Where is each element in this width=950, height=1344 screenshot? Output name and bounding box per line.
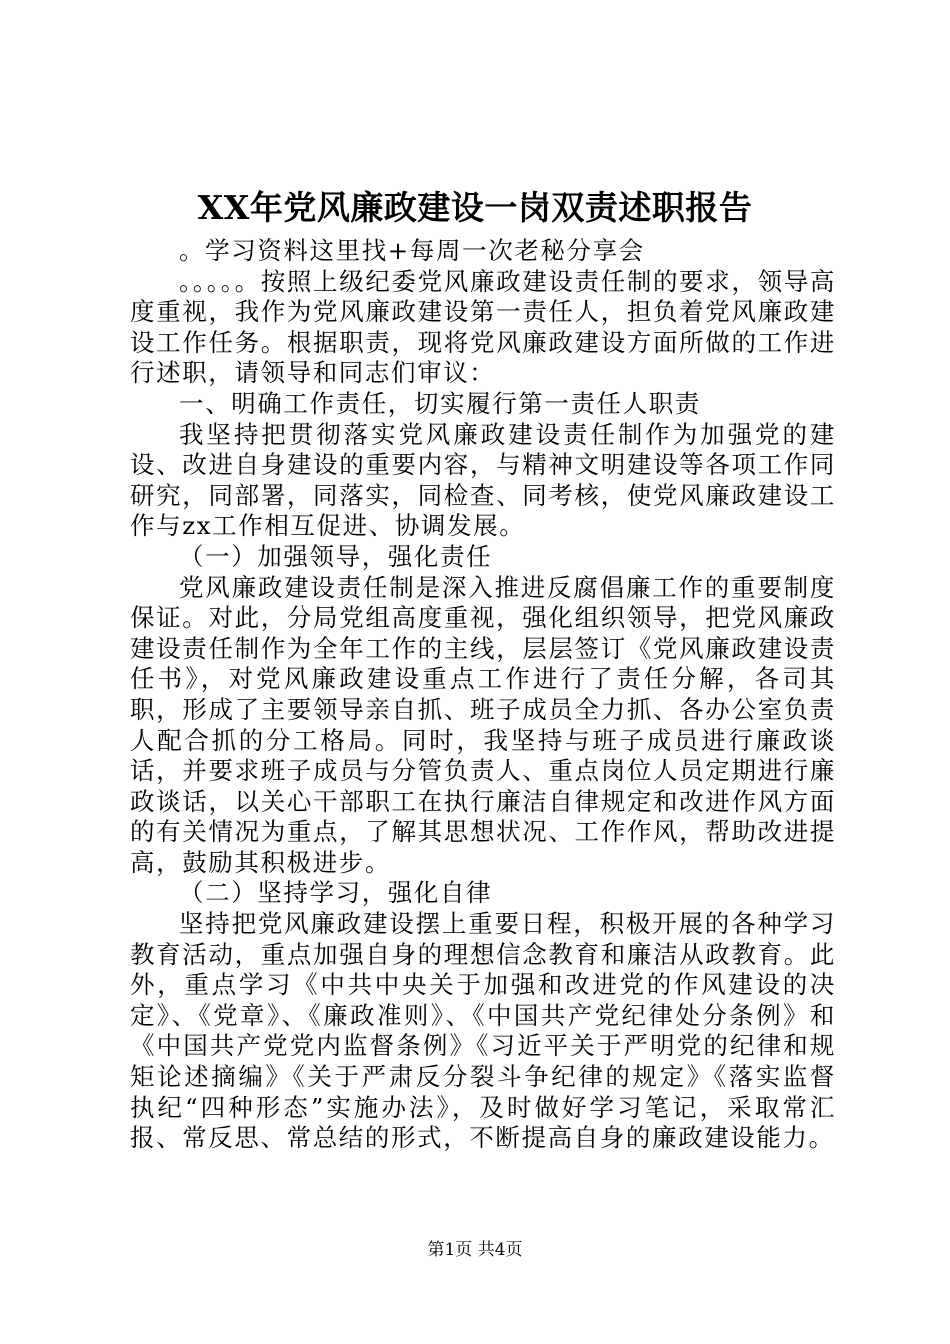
section-heading-1: 一、明确工作责任，切实履行第一责任人职责 bbox=[179, 388, 701, 418]
document-title: XX年党风廉政建设一岗双责述职报告 bbox=[197, 188, 753, 227]
paragraph-section-1: 我坚持把贯彻落实党风廉政建设责任制作为加强党的建设、改进自身建设的重要内容，与精神文明建设等各项工作同研究，同部署，同落实，同检查、同考核，使党风廉政建设工作与zx工作相互促进、协调发展。 bbox=[130, 419, 836, 541]
document-body bbox=[130, 236, 836, 1154]
subsection-heading-1: （一）加强领导，强化责任 bbox=[179, 541, 493, 571]
paragraph-subsection-2: 坚持把党风廉政建设摆上重要日程，积极开展的各种学习教育活动，重点加强自身的理想信念教育和廉洁从政教育。此外，重点学习《中共中央关于加强和改进党的作风建设的决定》、《党章》、《廉政准则》、《中国共产党纪律处分条例》和《中国共产党党内监督条例》《习近平关于严明党的纪律和规矩论述摘编》《关于严肃反分裂斗争纪律的规定》《落实监督执纪“四种形态”实施办法》，及时做好学习笔记，采取常汇报、常反思、常总结的形式，不断提高自身的廉政建设能力。 bbox=[130, 909, 836, 1153]
paragraph-intro: 。。。。。按照上级纪委党风廉政建设责任制的要求，领导高度重视，我作为党风廉政建设第一责任人，担负着党风廉政建设工作任务。根据职责，现将党风廉政建设方面所做的工作进行述职，请领导和同志们审议： bbox=[130, 266, 836, 388]
subsection-heading-2: （二）坚持学习，强化自律 bbox=[179, 878, 493, 908]
paragraph-subsection-1: 党风廉政建设责任制是深入推进反腐倡廉工作的重要制度保证。对此，分局党组高度重视，强化组织领导，把党风廉政建设责任制作为全年工作的主线，层层签订《党风廉政建设责任书》，对党风廉政建设重点工作进行了责任分解，各司其职，形成了主要领导亲自抓、班子成员全力抓、各办公室负责人配合抓的分工格局。同时，我坚持与班子成员进行廉政谈话，并要求班子成员与分管负责人、重点岗位人员定期进行廉政谈话，以关心干部职工在执行廉洁自律规定和改进作风方面的有关情况为重点，了解其思想状况、工作作风，帮助改进提高，鼓励其积极进步。 bbox=[130, 572, 836, 877]
page-number: 第1页 共4页 bbox=[427, 1240, 523, 1260]
paragraph-note: 。学习资料这里找+每周一次老秘分享会 bbox=[179, 236, 645, 265]
